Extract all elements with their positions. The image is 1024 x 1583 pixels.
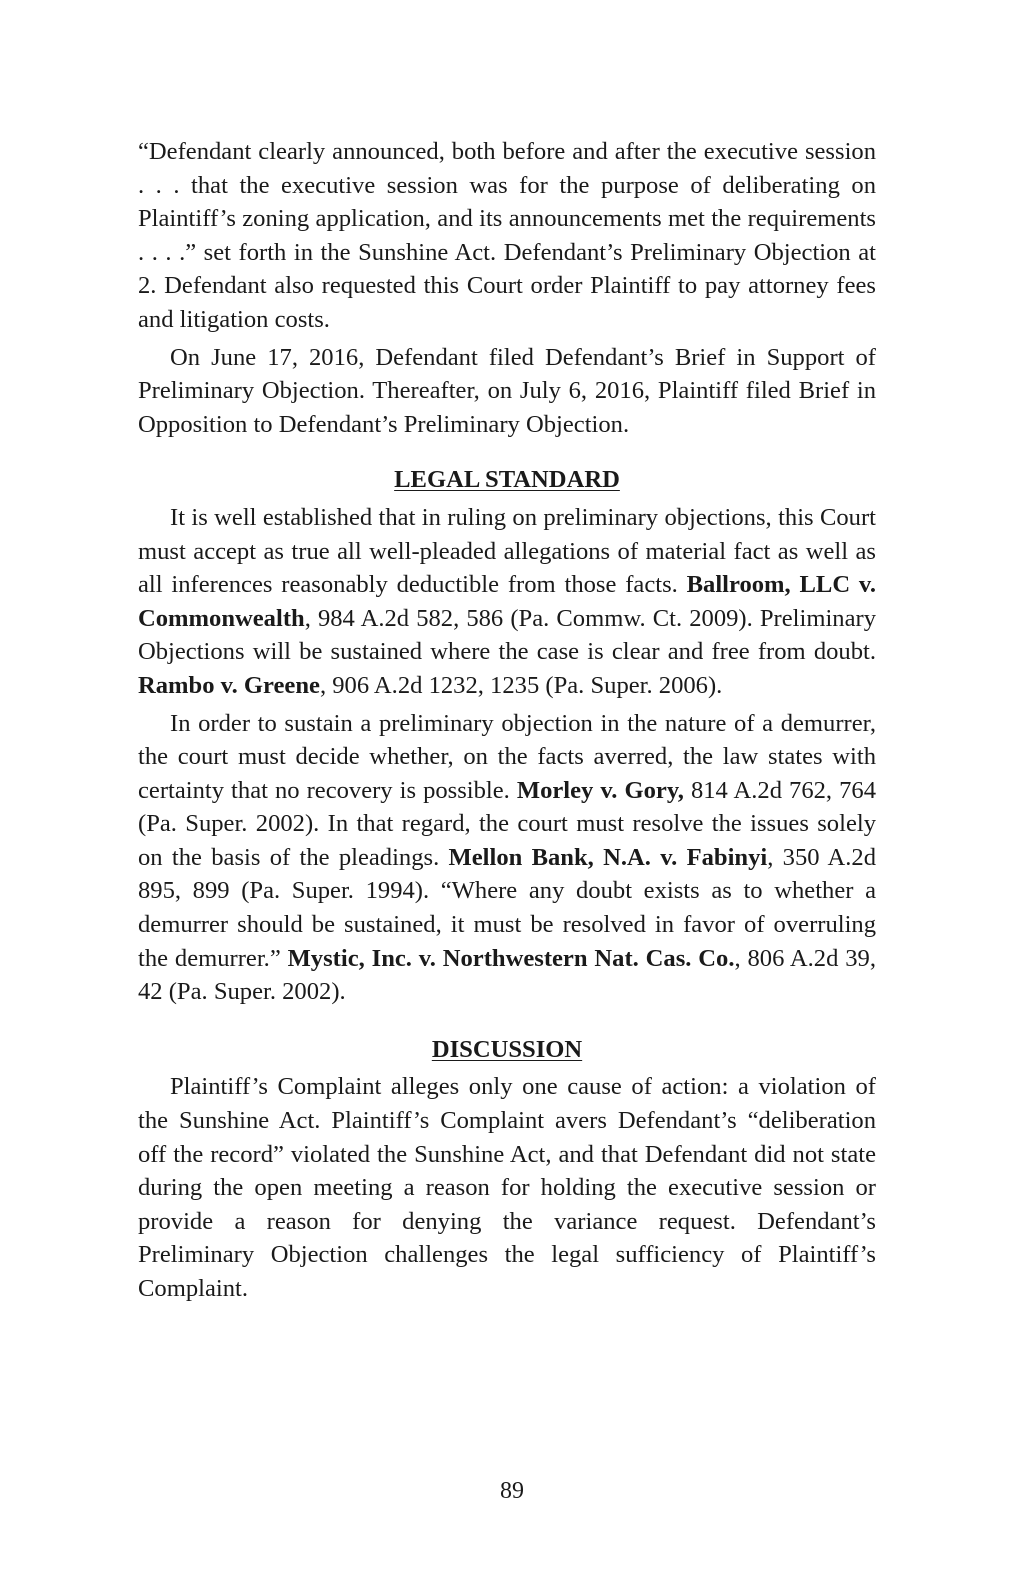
intro-paragraph-1: “Defendant clearly announced, both before and after the executive session . . . that the executive session was for the purpose of deliberating on Plaintiff’s zoning application, and its announcements met the requirements . . . .” set forth in the Sunshine Act. Defendant’s Preliminary Objection at 2. Defendant also requested this Court order Plaintiff to pay attorney fees and litigation costs. [138, 138, 876, 333]
text-run: 814 A.2d 762, 764 (Pa. Super. 2002). In that regard, the court must resolve the issues solely on the basis of the pleadings. [138, 776, 877, 871]
text-run: , 906 A.2d 1232, 1235 (Pa. Super. 2006). [319, 671, 723, 699]
text-run: It is well established that in ruling on preliminary objections, this Court must accept as true all well-pleaded allegations of material fact as well as all inferences reasonably deductible from those facts. [138, 503, 876, 599]
case-citation: Ballroom, LLC v. Commonwealth [138, 571, 876, 632]
discussion-paragraph-1: Plaintiff’s Complaint alleges only one cause of action: a violation of the Sunshine Act. Plaintiff’s Complaint avers Defendant’s “deliberation off the record” violated the Sunshine Act, and that Defendant did not state during the open meeting a reason for holding the executive session or provide a reason for denying the variance request. Defendant’s Preliminary Objection challenges the legal sufficiency of Plaintiff’s Complaint. [138, 1073, 876, 1302]
case-citation: Rambo v. Greene [138, 671, 320, 699]
legal-standard-paragraph-1 [138, 501, 876, 703]
document-page [138, 135, 876, 1306]
case-citation: Morley v. Gory, [516, 776, 684, 804]
case-citation: Mystic, Inc. v. Northwestern Nat. Cas. Co. [287, 944, 735, 972]
text-run: In order to sustain a preliminary objection in the nature of a demurrer, the court must decide whether, on the facts averred, the law states with certainty that no recovery is possible. [138, 709, 876, 804]
text-run: , 984 A.2d 582, 586 (Pa. Commw. Ct. 2009). Preliminary Objections will be sustained where the case is clear and free from doubt. [138, 604, 876, 666]
intro-paragraph-2: On June 17, 2016, Defendant filed Defendant’s Brief in Support of Preliminary Objection. Thereafter, on July 6, 2016, Plaintiff filed Brief in Opposition to Defendant’s Preliminary Objection. [138, 343, 876, 438]
discussion-heading: DISCUSSION [431, 1035, 583, 1063]
case-citation: Mellon Bank, N.A. v. Fabinyi [448, 843, 768, 871]
legal-standard-paragraph-2 [138, 707, 876, 1009]
page-number: 89 [500, 1478, 524, 1504]
legal-standard-heading: LEGAL STANDARD [394, 466, 620, 494]
text-run: , 806 A.2d 39, 42 (Pa. Super. 2002). [138, 944, 876, 1006]
text-run: , 350 A.2d 895, 899 (Pa. Super. 1994). “Where any doubt exists as to whether a demurrer should be sustained, it must be resolved in favor of overruling the demurrer.” [138, 843, 877, 972]
